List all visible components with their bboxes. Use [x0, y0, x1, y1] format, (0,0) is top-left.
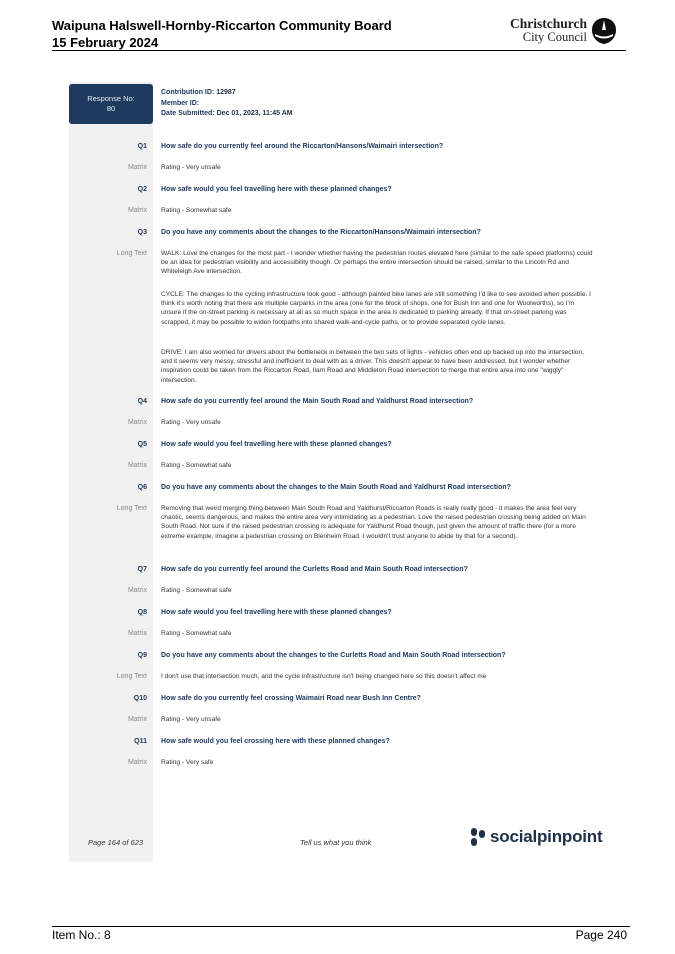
question-text: Do you have any comments about the changes to the Main South Road and Yaldhurst Road intersection?: [161, 484, 511, 491]
answer-type-label: Matrix: [127, 587, 147, 594]
question-number: Q10: [133, 695, 147, 702]
brand-name: socialpinpoint: [490, 827, 603, 846]
answer-type-label: Matrix: [127, 630, 147, 637]
answer-type-label: Matrix: [127, 462, 147, 469]
socialpinpoint-logo: [470, 827, 602, 847]
question-number: Q2: [137, 186, 147, 193]
answer-text: Rating - Somewhat safe: [161, 587, 232, 594]
socialpinpoint-mark-icon: [470, 827, 486, 847]
question-text: How safe do you currently feel around the Main South Road and Yaldhurst Road intersection?: [161, 398, 474, 405]
contribution-id-label: Contribution ID:: [161, 89, 215, 96]
answer-type-label: Matrix: [127, 207, 147, 214]
question-number: Q11: [134, 738, 147, 745]
answer-text: Rating - Very safe: [161, 759, 214, 766]
question-number: Q3: [137, 229, 147, 236]
question-text: Do you have any comments about the changes to the Riccarton/Hansons/Waimairi intersection?: [161, 229, 481, 236]
question-text: Do you have any comments about the changes to the Curletts Road and Main South Road intersection?: [161, 652, 506, 659]
answer-text: Rating - Very unsafe: [161, 716, 221, 723]
meeting-date: 15 February 2024: [52, 35, 159, 50]
question-text: How safe would you feel travelling here with these planned changes?: [161, 441, 392, 448]
question-number: Q6: [137, 484, 147, 491]
submission-meta: [161, 88, 293, 120]
footer-divider: [52, 926, 630, 927]
answer-type-label: Matrix: [127, 164, 147, 171]
answer-type-label: Long Text: [116, 250, 147, 257]
answer-text: I don't use that intersection much, and the cycle infrastructure isn't being changed here so this doesn't affect me: [161, 673, 487, 680]
answer-text: CYCLE: The changes to the cycling infrastructure look good - although painted bike lanes are still something I'd like to see avoided when possible. I think it's worth noting that there are multiple carparks in the area (one for the block of shops, one for Bush Inn and one for Woolworths), so I'm unsure if the on-street parking is necessary at all as so much space in the area is dedicated to parking already. If that on-street parking was scrapped, it may be possible to widen footpaths into shared walk-and-cycle paths, or to provide separated cycle lanes.: [161, 291, 591, 326]
answer-text: Removing that weird merging thing between Main South Road and Yaldhurst/Riccarton Roads is really really good - it makes the area feel very chaotic, seems dangerous, and makes the entire area very intimidating as a pedestrian. Love the raised pedestrian crossing being added on Main South Road. Not sure if the raised pedestrian crossing is adequate for Yaldhurst Road though, just given the amount of traffic there (for a more extreme example, imagine a pedestrian crossing on Blenheim Road. I wouldn't trust anyone to abide by that for a second).: [161, 505, 586, 540]
question-text: How safe would you feel travelling here with these planned changes?: [161, 609, 392, 616]
question-text: How safe do you currently feel around the Riccarton/Hansons/Waimairi intersection?: [161, 143, 444, 150]
item-number: Item No.: 8: [52, 928, 111, 942]
question-text: How safe do you currently feel crossing Waimairi Road near Bush Inn Centre?: [161, 695, 421, 702]
answer-type-label: Matrix: [127, 419, 147, 426]
question-text: How safe would you feel travelling here with these planned changes?: [161, 186, 392, 193]
member-id-label: Member ID:: [161, 99, 200, 107]
question-number: Q7: [137, 566, 147, 573]
question-number: Q1: [137, 143, 147, 150]
logo-text-line2: City Council: [522, 30, 587, 44]
question-text: How safe do you currently feel around the Curletts Road and Main South Road intersection?: [161, 566, 468, 573]
response-number-badge: [69, 84, 153, 124]
response-page-counter: Page 164 of 623: [88, 838, 144, 847]
answer-text: WALK: Love the changes for the most part - I wonder whether having the pedestrian routes elevated here (similar to the safe speed platforms) could be an idea for pedestrian visibility and accessibility though. Or perhaps the entire intersection should be raised, similar to the Lincoln Rd and Whiteleigh Ave intersection.: [161, 250, 593, 276]
tagline: Tell us what you think: [300, 838, 372, 847]
question-number: Q9: [137, 652, 147, 659]
answer-text: Rating - Somewhat safe: [161, 462, 232, 469]
question-number: Q4: [137, 398, 147, 405]
contribution-id-value: 12987: [216, 89, 236, 96]
answer-type-label: Long Text: [116, 505, 147, 512]
question-number: Q8: [137, 609, 147, 616]
answer-type-label: Matrix: [127, 716, 147, 723]
response-label: Response No:: [87, 94, 135, 103]
answer-text: DRIVE: I am also worried for drivers about the bottleneck in between the two sets of lights - vehicles often end up backed up into the intersection, and it seems very messy, stressful and inefficient to deal with as a driver. This doesn't appear to have been addressed, but I wonder whether inspiration could be taken from the Riccarton Road, Ilam Road and Middleton Road intersection to merge that entire area into one "wiggly" intersection.: [161, 349, 584, 384]
council-logo: [509, 16, 617, 46]
question-text: How safe would you feel crossing here with these planned changes?: [161, 738, 390, 745]
answer-text: Rating - Somewhat safe: [161, 630, 232, 637]
answer-text: Rating - Very unsafe: [161, 419, 221, 426]
document-title: [52, 17, 392, 51]
answer-type-label: Matrix: [127, 759, 147, 766]
answer-type-label: Long Text: [116, 673, 147, 680]
response-number: 80: [106, 104, 116, 113]
logo-text-line1: Christchurch: [509, 16, 587, 31]
answer-text: Rating - Very unsafe: [161, 164, 221, 171]
header-divider: [52, 50, 626, 51]
date-submitted-value: Dec 01, 2023, 11:45 AM: [216, 110, 293, 117]
board-name: Waipuna Halswell-Hornby-Riccarton Community Board: [52, 18, 392, 33]
page-number: Page 240: [575, 928, 627, 942]
date-submitted-label: Date Submitted:: [161, 110, 215, 117]
answer-text: Rating - Somewhat safe: [161, 207, 232, 214]
cathedral-emblem-icon: [591, 17, 617, 45]
question-number: Q5: [137, 441, 147, 448]
left-label-column: [69, 82, 153, 862]
